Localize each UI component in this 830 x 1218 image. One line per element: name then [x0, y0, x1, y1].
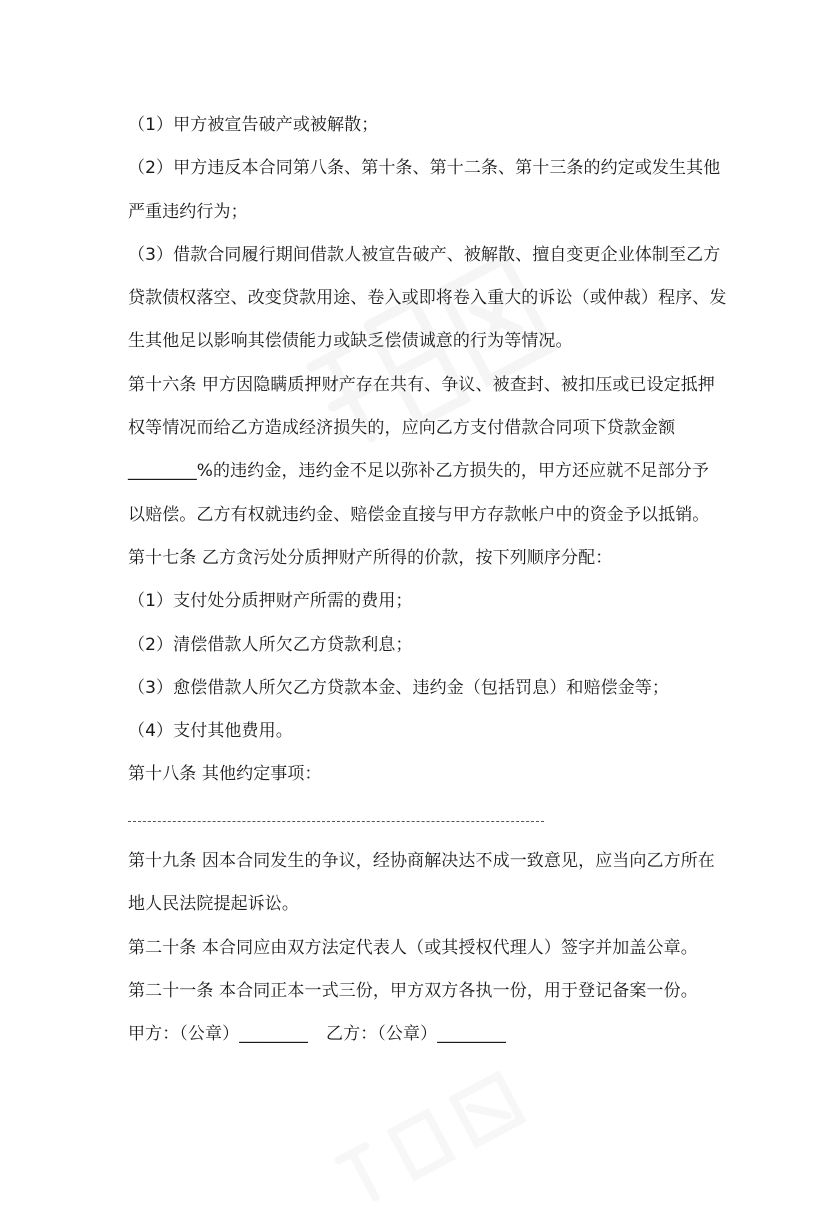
clause-line: （2）清偿借款人所欠乙方贷款利息；	[128, 634, 413, 655]
blank-fill-line	[128, 797, 718, 840]
clause-line: （2）甲方违反本合同第八条、第十条、第十二条、第十三条的约定或发生其他	[128, 158, 721, 179]
watermark-logo-bottom	[325, 1062, 534, 1218]
clause-line: （3）借款合同履行期间借款人被宣告破产、被解散、擅自变更企业体制至乙方	[128, 244, 721, 265]
article-16-line: 第十六条 甲方因隐瞒质押财产存在共有、争议、被查封、被扣压或已设定抵押	[128, 374, 715, 395]
clause-line: 贷款债权落空、改变贷款用途、卷入或即将卷入重大的诉讼（或仲裁）程序、发	[128, 288, 727, 309]
article-20-line: 第二十条 本合同应由双方法定代表人（或其授权代理人）签字并加盖公章。	[128, 937, 698, 958]
clause-line: 生其他足以影响其偿债能力或缺乏偿债诚意的行为等情况。	[128, 331, 573, 352]
party-a-signature: 甲方：（公章）________	[128, 1024, 308, 1045]
clause-line: （1）甲方被宣告破产或被解散；	[128, 115, 379, 135]
article-16-line: ________%的违约金，违约金不足以弥补乙方损失的，甲方还应就不足部分予	[128, 461, 709, 482]
article-16-line: 权等情况而给乙方造成经济损失的，应向乙方支付借款合同项下贷款金额	[128, 418, 676, 439]
signature-line	[128, 1013, 718, 1056]
article-19-line: 第十九条 因本合同发生的争议，经协商解决达不成一致意见，应当向乙方所在	[128, 851, 715, 872]
article-16-line: 以赔偿。乙方有权就违约金、赔偿金直接与甲方存款帐户中的资金予以抵销。	[128, 504, 710, 525]
clause-line: （1）支付处分质押财产所需的费用；	[128, 591, 413, 612]
document-body	[128, 104, 727, 1057]
article-19-line: 地人民法院提起诉讼。	[128, 894, 299, 915]
article-18-line: 第十八条 其他约定事项：	[128, 764, 322, 785]
dashed-rule	[128, 821, 544, 822]
clause-line: （4）支付其他费用。	[128, 721, 293, 742]
clause-line: （3）愈偿借款人所欠乙方贷款本金、违约金（包括罚息）和赔偿金等；	[128, 677, 670, 698]
article-17-line: 第十七条 乙方贪污处分质押财产所得的价款，按下列顺序分配：	[128, 547, 613, 568]
article-21-line: 第二十一条 本合同正本一式三份，甲方双方各执一份，用于登记备案一份。	[128, 980, 698, 1001]
party-b-signature: 乙方：（公章）________	[326, 1024, 506, 1045]
clause-line: 严重违约行为；	[128, 201, 248, 222]
